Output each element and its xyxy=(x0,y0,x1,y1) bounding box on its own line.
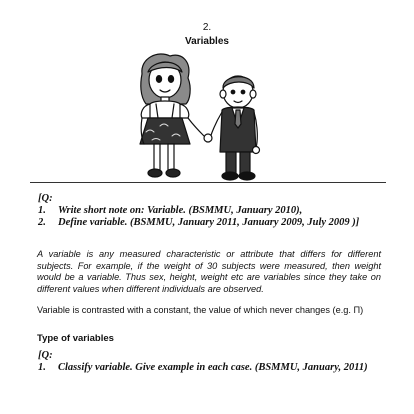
constant-paragraph: Variable is contrasted with a constant, the value of which never changes (e.g. Π) xyxy=(37,305,364,315)
chapter-number: 2. xyxy=(202,22,212,33)
section-heading: Type of variables xyxy=(37,333,114,344)
question-text: Define variable. (BSMMU, January 2011, January 2009, July 2009 )] xyxy=(58,217,360,228)
section-divider xyxy=(30,182,386,183)
chapter-title: Variables xyxy=(185,36,229,47)
boy-figure xyxy=(204,76,260,180)
girl-figure xyxy=(140,54,204,177)
question-number: 1. xyxy=(38,205,46,216)
definition-paragraph: A variable is any measured characteristic or attribute that differs for different subjects. For example, if the weight of 30 subjects were measured, then weight would be a variable. Thus sex, height, weight etc are variables since they take on different values when different individuals are observed. xyxy=(37,249,381,294)
question-block-1-open: [Q: xyxy=(38,193,53,204)
question-text: Classify variable. Give example in each case. (BSMMU, January, 2011) xyxy=(58,362,368,373)
question-block-2-open: [Q: xyxy=(38,350,53,361)
children-illustration xyxy=(126,52,296,184)
question-text: Write short note on: Variable. (BSMMU, January 2010), xyxy=(58,205,303,216)
question-number: 1. xyxy=(38,362,46,373)
question-number: 2. xyxy=(38,217,46,228)
